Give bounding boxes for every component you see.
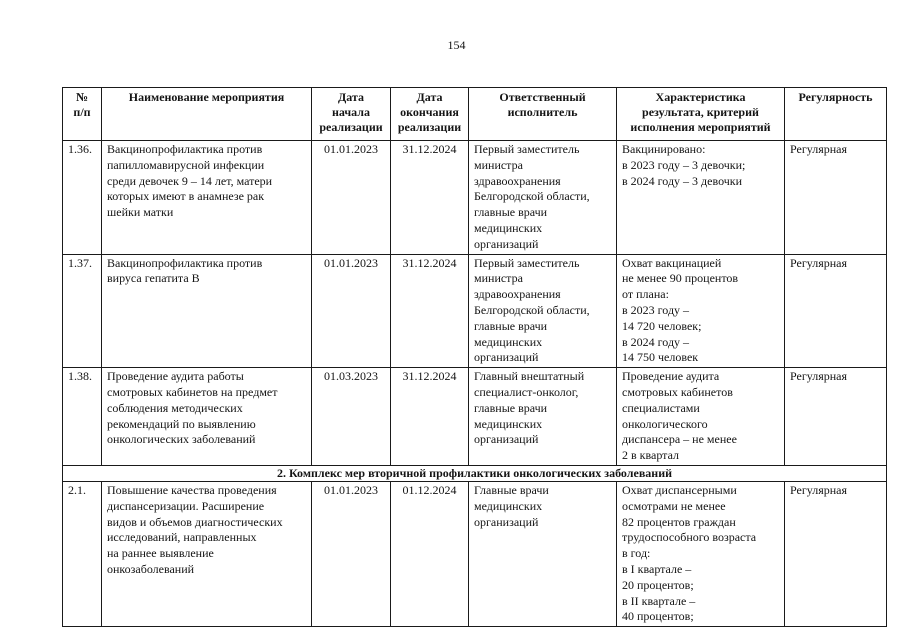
row-name: Вакцинопрофилактика против папилломавирусной инфекции среди девочек 9 – 14 лет, матери которых имеют в анамнезе рак шейки матки [102,141,312,255]
row-start-date: 01.01.2023 [312,481,391,626]
row-result: Проведение аудита смотровых кабинетов специалистами онкологического диспансера – не менее 2 в квартал [617,368,785,466]
row-end-date: 31.12.2024 [391,141,469,255]
row-responsible: Главные врачи медицинских организаций [469,481,617,626]
header-start-date: Дата начала реализации [312,88,391,141]
page-number: 154 [447,38,466,52]
header-name: Наименование мероприятия [102,88,312,141]
row-name: Повышение качества проведения диспансеризации. Расширение видов и объемов диагностических исследований, направленных на раннее выявление онкозаболеваний [102,481,312,626]
row-start-date: 01.01.2023 [312,254,391,368]
row-num: 1.37. [63,254,102,368]
row-num: 2.1. [63,481,102,626]
row-name: Вакцинопрофилактика против вируса гепатита В [102,254,312,368]
row-name: Проведение аудита работы смотровых кабинетов на предмет соблюдения методических рекомендаций по выявлению онкологических заболеваний [102,368,312,466]
row-regularity: Регулярная [785,141,887,255]
header-num: № п/п [63,88,102,141]
row-num: 1.38. [63,368,102,466]
row-result: Охват диспансерными осмотрами не менее 82 процентов граждан трудоспособного возраста в год: в I квартале – 20 процентов; в II квартале – 40 процентов; [617,481,785,626]
row-start-date: 01.03.2023 [312,368,391,466]
table-row [63,254,887,368]
row-end-date: 31.12.2024 [391,254,469,368]
row-responsible: Первый заместитель министра здравоохранения Белгородской области, главные врачи медицинских организаций [469,254,617,368]
row-regularity: Регулярная [785,481,887,626]
table-row [63,141,887,255]
row-responsible: Главный внештатный специалист-онколог, главные врачи медицинских организаций [469,368,617,466]
header-regularity: Регулярность [785,88,887,141]
table-header-row [63,88,887,141]
row-regularity: Регулярная [785,368,887,466]
row-start-date: 01.01.2023 [312,141,391,255]
section-row [63,465,887,481]
table-row [63,368,887,466]
table-row [63,481,887,626]
measures-table [62,87,887,627]
row-end-date: 31.12.2024 [391,368,469,466]
row-end-date: 01.12.2024 [391,481,469,626]
row-responsible: Первый заместитель министра здравоохранения Белгородской области, главные врачи медицинских организаций [469,141,617,255]
row-regularity: Регулярная [785,254,887,368]
header-result: Характеристика результата, критерий исполнения мероприятий [617,88,785,141]
row-result: Вакцинировано: в 2023 году – 3 девочки; в 2024 году – 3 девочки [617,141,785,255]
section-title: 2. Комплекс мер вторичной профилактики онкологических заболеваний [63,465,887,481]
header-responsible: Ответственный исполнитель [469,88,617,141]
row-num: 1.36. [63,141,102,255]
header-end-date: Дата окончания реализации [391,88,469,141]
row-result: Охват вакцинацией не менее 90 процентов от плана: в 2023 году – 14 720 человек; в 2024 году – 14 750 человек [617,254,785,368]
